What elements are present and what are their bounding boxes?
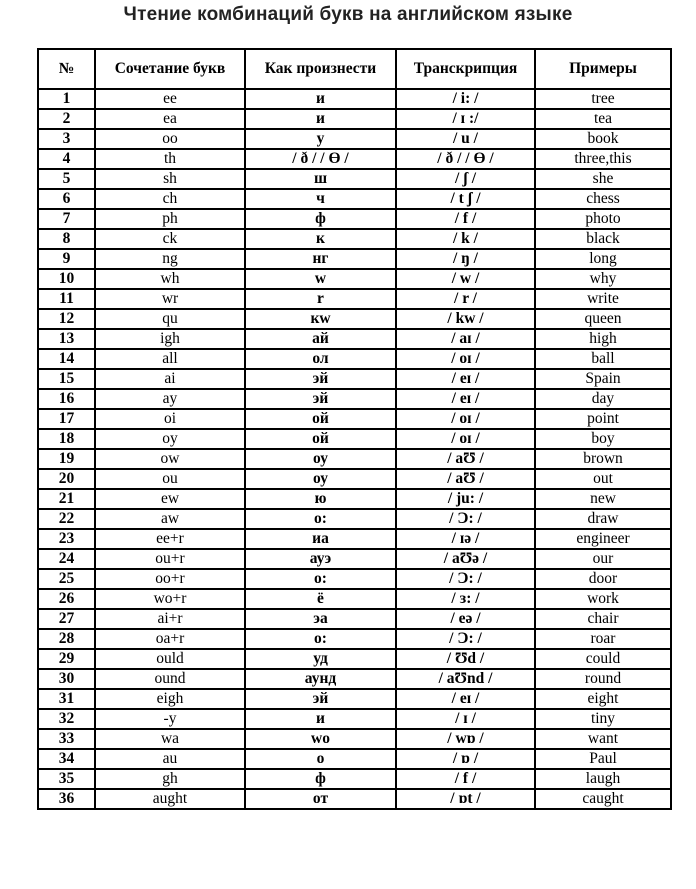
transcription: / ɪ / [396, 709, 535, 729]
row-number: 1 [38, 89, 95, 109]
row-number: 25 [38, 569, 95, 589]
row-number: 11 [38, 289, 95, 309]
transcription: / aƱə / [396, 549, 535, 569]
pronunciation: ю [245, 489, 396, 509]
header-examples: Примеры [535, 49, 671, 89]
table-row [38, 149, 671, 169]
row-number: 21 [38, 489, 95, 509]
example: new [535, 489, 671, 509]
letter-combination: eigh [95, 689, 245, 709]
letter-combination: th [95, 149, 245, 169]
table-row [38, 329, 671, 349]
example: brown [535, 449, 671, 469]
letter-combination: ch [95, 189, 245, 209]
example: day [535, 389, 671, 409]
example: laugh [535, 769, 671, 789]
row-number: 31 [38, 689, 95, 709]
table-row [38, 749, 671, 769]
example: tiny [535, 709, 671, 729]
row-number: 36 [38, 789, 95, 809]
transcription: / ð / / ϴ / [396, 149, 535, 169]
table-row [38, 309, 671, 329]
row-number: 29 [38, 649, 95, 669]
transcription: / Ͻ: / [396, 569, 535, 589]
pronunciation: ч [245, 189, 396, 209]
row-number: 22 [38, 509, 95, 529]
header-letter-combination: Сочетание букв [95, 49, 245, 89]
letter-combination: wo+r [95, 589, 245, 609]
row-number: 4 [38, 149, 95, 169]
table-row [38, 349, 671, 369]
transcription: / ɒt / [396, 789, 535, 809]
pronunciation: нг [245, 249, 396, 269]
letter-combination: ee+r [95, 529, 245, 549]
example: chess [535, 189, 671, 209]
pronunciation: эй [245, 389, 396, 409]
pronunciation: wo [245, 729, 396, 749]
example: book [535, 129, 671, 149]
table-row [38, 509, 671, 529]
letter-combination: ay [95, 389, 245, 409]
row-number: 8 [38, 229, 95, 249]
transcription: / eɪ / [396, 369, 535, 389]
row-number: 23 [38, 529, 95, 549]
pronunciation: w [245, 269, 396, 289]
example: long [535, 249, 671, 269]
table-row [38, 589, 671, 609]
row-number: 12 [38, 309, 95, 329]
table-row [38, 669, 671, 689]
table-row [38, 469, 671, 489]
example: boy [535, 429, 671, 449]
letter-combination: oa+r [95, 629, 245, 649]
example: tea [535, 109, 671, 129]
pronunciation: ауэ [245, 549, 396, 569]
example: why [535, 269, 671, 289]
table-row [38, 789, 671, 809]
table-row [38, 389, 671, 409]
pronunciation: иа [245, 529, 396, 549]
row-number: 3 [38, 129, 95, 149]
transcription: / f / [396, 209, 535, 229]
transcription: / oɪ / [396, 429, 535, 449]
pronunciation: ё [245, 589, 396, 609]
table-row [38, 489, 671, 509]
transcription: / Ͻ: / [396, 509, 535, 529]
table-row [38, 109, 671, 129]
letter-combination: qu [95, 309, 245, 329]
example: could [535, 649, 671, 669]
letter-combination: all [95, 349, 245, 369]
transcription: / w / [396, 269, 535, 289]
table-row [38, 709, 671, 729]
transcription: / aƱnd / [396, 669, 535, 689]
row-number: 32 [38, 709, 95, 729]
letter-combination: ee [95, 89, 245, 109]
pronunciation: уд [245, 649, 396, 669]
table-row [38, 249, 671, 269]
transcription: / oɪ / [396, 409, 535, 429]
letter-combination: ea [95, 109, 245, 129]
table-row [38, 289, 671, 309]
row-number: 14 [38, 349, 95, 369]
letter-combinations-table [37, 48, 672, 810]
table-row [38, 529, 671, 549]
transcription: / ɜ: / [396, 589, 535, 609]
transcription: / ɪə / [396, 529, 535, 549]
example: work [535, 589, 671, 609]
table-row [38, 189, 671, 209]
table-row [38, 629, 671, 649]
pronunciation: r [245, 289, 396, 309]
example: queen [535, 309, 671, 329]
example: high [535, 329, 671, 349]
transcription: / aƱ / [396, 449, 535, 469]
pronunciation: и [245, 109, 396, 129]
row-number: 2 [38, 109, 95, 129]
pronunciation: эа [245, 609, 396, 629]
letter-combination: aught [95, 789, 245, 809]
pronunciation: о [245, 749, 396, 769]
table-row [38, 449, 671, 469]
row-number: 27 [38, 609, 95, 629]
row-number: 35 [38, 769, 95, 789]
example: eight [535, 689, 671, 709]
example: draw [535, 509, 671, 529]
example: ball [535, 349, 671, 369]
example: tree [535, 89, 671, 109]
letter-combination: ound [95, 669, 245, 689]
letter-combination: ow [95, 449, 245, 469]
example: photo [535, 209, 671, 229]
row-number: 15 [38, 369, 95, 389]
row-number: 19 [38, 449, 95, 469]
letter-combination: ng [95, 249, 245, 269]
transcription: / i: / [396, 89, 535, 109]
table-row [38, 269, 671, 289]
row-number: 9 [38, 249, 95, 269]
pronunciation: о: [245, 629, 396, 649]
pronunciation: / ð / / ϴ / [245, 149, 396, 169]
transcription: / f / [396, 769, 535, 789]
transcription: / k / [396, 229, 535, 249]
pronunciation: ф [245, 209, 396, 229]
letter-combination: oy [95, 429, 245, 449]
row-number: 5 [38, 169, 95, 189]
transcription: / t ʃ / [396, 189, 535, 209]
letter-combination: gh [95, 769, 245, 789]
table-row [38, 689, 671, 709]
letter-combination: wa [95, 729, 245, 749]
row-number: 17 [38, 409, 95, 429]
pronunciation: и [245, 709, 396, 729]
example: point [535, 409, 671, 429]
transcription: / eə / [396, 609, 535, 629]
letter-combination: ou [95, 469, 245, 489]
letter-combination: ck [95, 229, 245, 249]
header-transcription: Транскрипция [396, 49, 535, 89]
table-row [38, 609, 671, 629]
transcription: / Ͻ: / [396, 629, 535, 649]
table-body [38, 89, 671, 809]
row-number: 28 [38, 629, 95, 649]
transcription: / Ʊd / [396, 649, 535, 669]
pronunciation: ой [245, 409, 396, 429]
letter-combination: au [95, 749, 245, 769]
example: she [535, 169, 671, 189]
transcription: / wɒ / [396, 729, 535, 749]
transcription: / ju: / [396, 489, 535, 509]
letter-combination: wr [95, 289, 245, 309]
pronunciation: от [245, 789, 396, 809]
transcription: / aɪ / [396, 329, 535, 349]
example: Spain [535, 369, 671, 389]
row-number: 33 [38, 729, 95, 749]
pronunciation: о: [245, 569, 396, 589]
letter-combination: ould [95, 649, 245, 669]
example: out [535, 469, 671, 489]
example: door [535, 569, 671, 589]
table-header-row [38, 49, 671, 89]
pronunciation: ол [245, 349, 396, 369]
row-number: 26 [38, 589, 95, 609]
letter-combination: oo [95, 129, 245, 149]
pronunciation: у [245, 129, 396, 149]
transcription: / ʃ / [396, 169, 535, 189]
row-number: 30 [38, 669, 95, 689]
example: chair [535, 609, 671, 629]
table-row [38, 369, 671, 389]
table-row [38, 89, 671, 109]
example: write [535, 289, 671, 309]
letter-combination: ph [95, 209, 245, 229]
row-number: 13 [38, 329, 95, 349]
letter-combination: ou+r [95, 549, 245, 569]
row-number: 18 [38, 429, 95, 449]
transcription: / eɪ / [396, 689, 535, 709]
table-row [38, 229, 671, 249]
pronunciation: ой [245, 429, 396, 449]
pronunciation: кw [245, 309, 396, 329]
header-number: № [38, 49, 95, 89]
header-pronunciation: Как произнести [245, 49, 396, 89]
table-row [38, 409, 671, 429]
example: roar [535, 629, 671, 649]
pronunciation: ф [245, 769, 396, 789]
row-number: 6 [38, 189, 95, 209]
letter-combination: oi [95, 409, 245, 429]
transcription: / ɪ :/ [396, 109, 535, 129]
transcription: / eɪ / [396, 389, 535, 409]
table-row [38, 769, 671, 789]
transcription: / ŋ / [396, 249, 535, 269]
transcription: / ɒ / [396, 749, 535, 769]
page-title: Чтение комбинаций букв на английском языке [123, 4, 573, 25]
example: black [535, 229, 671, 249]
pronunciation: аунд [245, 669, 396, 689]
pronunciation: эй [245, 689, 396, 709]
table-row [38, 169, 671, 189]
pronunciation: ш [245, 169, 396, 189]
transcription: / aƱ / [396, 469, 535, 489]
example: round [535, 669, 671, 689]
table-row [38, 209, 671, 229]
example: engineer [535, 529, 671, 549]
pronunciation: о: [245, 509, 396, 529]
row-number: 20 [38, 469, 95, 489]
pronunciation: и [245, 89, 396, 109]
table-row [38, 649, 671, 669]
letter-combination: igh [95, 329, 245, 349]
letter-combination: ai+r [95, 609, 245, 629]
transcription: / oɪ / [396, 349, 535, 369]
letter-combination: oo+r [95, 569, 245, 589]
letter-combination: ai [95, 369, 245, 389]
letter-combination: sh [95, 169, 245, 189]
example: Paul [535, 749, 671, 769]
letter-combination: aw [95, 509, 245, 529]
pronunciation: оу [245, 449, 396, 469]
row-number: 16 [38, 389, 95, 409]
table-row [38, 729, 671, 749]
example: want [535, 729, 671, 749]
table-row [38, 569, 671, 589]
letter-combination: ew [95, 489, 245, 509]
table-row [38, 429, 671, 449]
transcription: / kw / [396, 309, 535, 329]
example: three,this [535, 149, 671, 169]
pronunciation: оу [245, 469, 396, 489]
letter-combination: wh [95, 269, 245, 289]
row-number: 7 [38, 209, 95, 229]
example: our [535, 549, 671, 569]
table-row [38, 129, 671, 149]
transcription: / u / [396, 129, 535, 149]
pronunciation: ай [245, 329, 396, 349]
row-number: 24 [38, 549, 95, 569]
transcription: / r / [396, 289, 535, 309]
example: caught [535, 789, 671, 809]
row-number: 34 [38, 749, 95, 769]
row-number: 10 [38, 269, 95, 289]
letter-combination: -y [95, 709, 245, 729]
pronunciation: эй [245, 369, 396, 389]
table-row [38, 549, 671, 569]
pronunciation: к [245, 229, 396, 249]
